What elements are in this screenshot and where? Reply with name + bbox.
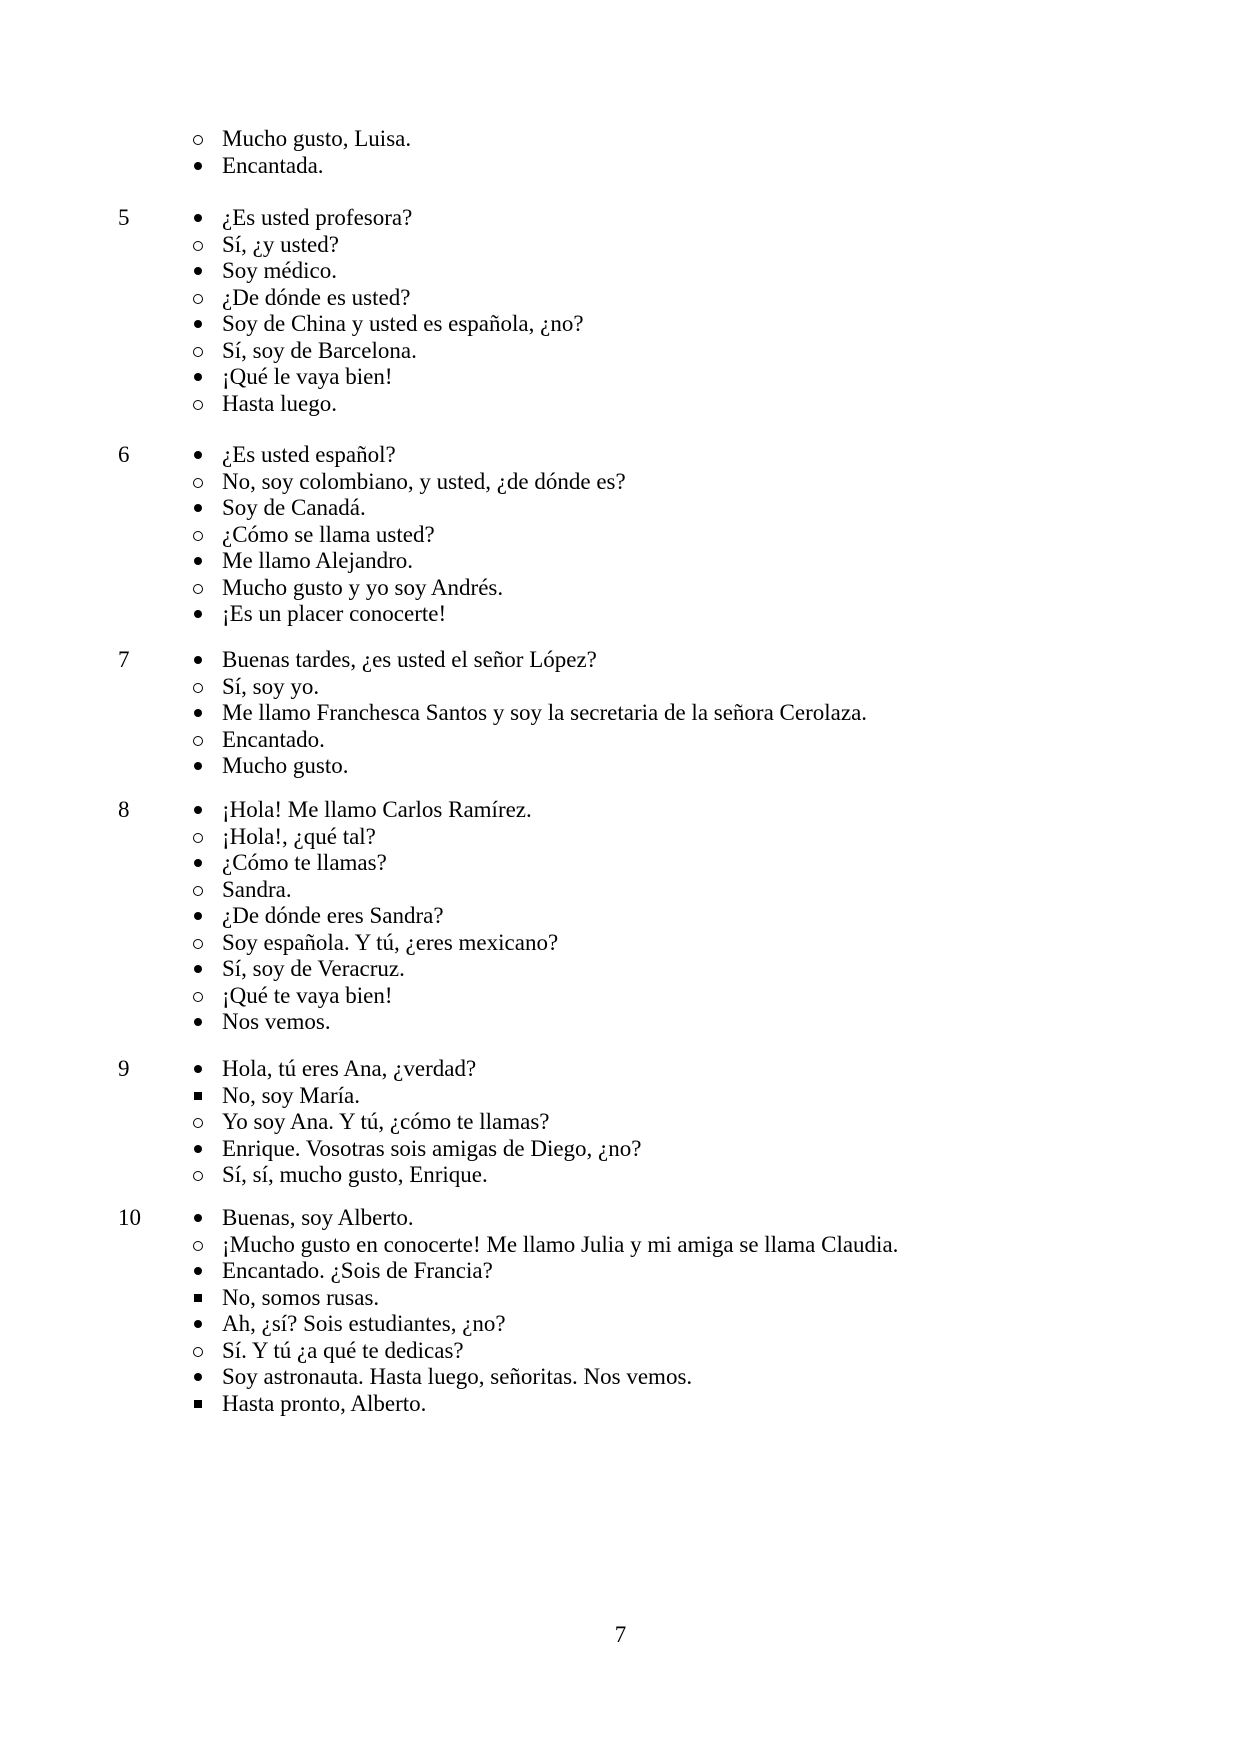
dialogue-line (0, 1203, 1241, 1233)
circle-bullet-icon (188, 672, 208, 702)
dialogue-text: ¡Hola!, ¿qué tal? (222, 823, 376, 849)
dialogue-line (0, 309, 1241, 339)
circle-bullet-icon (188, 520, 208, 550)
dot-bullet-icon (188, 1007, 208, 1037)
dialogue-text: Encantada. (222, 152, 324, 178)
circle-bullet-icon (188, 1336, 208, 1366)
circle-bullet-icon (188, 230, 208, 260)
dialogue-line (0, 1230, 1241, 1260)
dialogue-text: No, somos rusas. (222, 1284, 380, 1310)
dialogue-line (0, 1362, 1241, 1392)
dialogue-line (0, 362, 1241, 392)
dialogue-text: ¿Es usted español? (222, 442, 396, 467)
dot-bullet-icon (188, 1054, 208, 1084)
circle-bullet-icon (188, 573, 208, 603)
dialogue-text: ¡Qué te vaya bien! (222, 982, 393, 1008)
dialogue-number: 10 (118, 1205, 141, 1230)
square-bullet-icon (188, 1389, 208, 1419)
dialogue-text: Soy española. Y tú, ¿eres mexicano? (222, 929, 559, 955)
dialogue-line (0, 1309, 1241, 1339)
dialogue-line (0, 1336, 1241, 1366)
dot-bullet-icon (188, 954, 208, 984)
dialogue-text: Encantado. (222, 726, 325, 752)
dialogue-line (0, 1283, 1241, 1313)
dialogue-text: ¿De dónde eres Sandra? (222, 903, 444, 928)
dialogue-line (0, 283, 1241, 313)
dialogue-text: Sí. Y tú ¿a qué te dedicas? (222, 1337, 464, 1363)
dialogue-text: Yo soy Ana. Y tú, ¿cómo te llamas? (222, 1109, 550, 1134)
dot-bullet-icon (188, 1362, 208, 1392)
dot-bullet-icon (188, 795, 208, 825)
dialogue-line (0, 1054, 1241, 1084)
dialogue-line (0, 467, 1241, 497)
dialogue-text: ¿De dónde es usted? (222, 284, 411, 310)
dialogue-text: No, soy María. (222, 1082, 360, 1108)
dialogue-text: Sí, soy yo. (222, 673, 320, 699)
page-number: 7 (614, 1622, 627, 1647)
dialogue-line (0, 698, 1241, 728)
dialogue-text: Mucho gusto, Luisa. (222, 126, 412, 151)
dot-bullet-icon (188, 1256, 208, 1286)
dialogue-line (0, 822, 1241, 852)
dialogue-text: ¿Es usted profesora? (222, 205, 413, 230)
dot-bullet-icon (188, 599, 208, 629)
circle-bullet-icon (188, 389, 208, 419)
dialogue-text: Ah, ¿sí? Sois estudiantes, ¿no? (222, 1311, 506, 1336)
dialogue-line (0, 1081, 1241, 1111)
dialogue-line (0, 751, 1241, 781)
dialogue-line (0, 725, 1241, 755)
dialogue-line (0, 203, 1241, 233)
dialogue-line (0, 1107, 1241, 1137)
dialogue-text: No, soy colombiano, y usted, ¿de dónde es? (222, 468, 626, 494)
dialogue-text: Sí, ¿y usted? (222, 231, 339, 257)
dialogue-text: Sí, sí, mucho gusto, Enrique. (222, 1162, 488, 1187)
dot-bullet-icon (188, 1309, 208, 1339)
dialogue-text: ¡Es un placer conocerte! (222, 601, 447, 626)
dialogue-line (0, 599, 1241, 629)
dialogue-text: ¡Qué le vaya bien! (222, 364, 393, 389)
dialogue-text: Mucho gusto y yo soy Andrés. (222, 574, 504, 600)
circle-bullet-icon (188, 467, 208, 497)
dialogue-text: Encantado. ¿Sois de Francia? (222, 1258, 493, 1283)
dialogue-line (0, 645, 1241, 675)
dot-bullet-icon (188, 203, 208, 233)
dialogue-number: 8 (118, 797, 130, 822)
dialogue-line (0, 389, 1241, 419)
dialogue-line (0, 440, 1241, 470)
circle-bullet-icon (188, 1107, 208, 1137)
circle-bullet-icon (188, 1230, 208, 1260)
dialogue-line (0, 1007, 1241, 1037)
dialogue-text: Buenas, soy Alberto. (222, 1205, 414, 1230)
dialogue-text: ¡Hola! Me llamo Carlos Ramírez. (222, 797, 532, 822)
dialogue-text: Mucho gusto. (222, 753, 349, 778)
dot-bullet-icon (188, 751, 208, 781)
circle-bullet-icon (188, 283, 208, 313)
dialogue-text: ¡Mucho gusto en conocerte! Me llamo Julia y mi amiga se llama Claudia. (222, 1231, 899, 1257)
dialogue-text: Buenas tardes, ¿es usted el señor López? (222, 647, 597, 672)
dialogue-text: Sí, soy de Barcelona. (222, 337, 417, 363)
dot-bullet-icon (188, 151, 208, 181)
dialogue-number: 6 (118, 442, 130, 467)
square-bullet-icon (188, 1081, 208, 1111)
dialogue-line (0, 151, 1241, 181)
circle-bullet-icon (188, 822, 208, 852)
dialogue-line (0, 928, 1241, 958)
dialogue-text: ¿Cómo te llamas? (222, 850, 387, 875)
dialogue-number: 5 (118, 205, 130, 230)
dialogue-text: Soy médico. (222, 258, 337, 283)
dialogue-number: 9 (118, 1056, 130, 1081)
circle-bullet-icon (188, 1160, 208, 1190)
dot-bullet-icon (188, 362, 208, 392)
dialogue-line (0, 954, 1241, 984)
dialogue-line (0, 672, 1241, 702)
circle-bullet-icon (188, 124, 208, 154)
circle-bullet-icon (188, 875, 208, 905)
dot-bullet-icon (188, 546, 208, 576)
dialogue-line (0, 256, 1241, 286)
dialogue-line (0, 546, 1241, 576)
dot-bullet-icon (188, 493, 208, 523)
dialogue-line (0, 901, 1241, 931)
dialogue-text: Hasta pronto, Alberto. (222, 1390, 427, 1416)
dialogue-line (0, 493, 1241, 523)
dialogue-line (0, 981, 1241, 1011)
circle-bullet-icon (188, 336, 208, 366)
dot-bullet-icon (188, 309, 208, 339)
dot-bullet-icon (188, 901, 208, 931)
dialogue-number: 7 (118, 647, 130, 672)
dialogue-line (0, 336, 1241, 366)
dialogue-text: Me llamo Alejandro. (222, 548, 413, 573)
dialogue-text: Hasta luego. (222, 390, 337, 416)
dot-bullet-icon (188, 1134, 208, 1164)
dialogue-text: ¿Cómo se llama usted? (222, 521, 435, 547)
circle-bullet-icon (188, 725, 208, 755)
dialogue-line (0, 520, 1241, 550)
dialogue-line (0, 230, 1241, 260)
dialogue-text: Me llamo Franchesca Santos y soy la secretaria de la señora Cerolaza. (222, 700, 868, 725)
dialogue-line (0, 875, 1241, 905)
dialogue-line (0, 1389, 1241, 1419)
dot-bullet-icon (188, 848, 208, 878)
dialogue-text: Soy de China y usted es española, ¿no? (222, 311, 584, 336)
dialogue-text: Sandra. (222, 876, 292, 902)
dialogue-line (0, 1256, 1241, 1286)
dialogue-text: Sí, soy de Veracruz. (222, 956, 405, 981)
dot-bullet-icon (188, 440, 208, 470)
dialogue-line (0, 124, 1241, 154)
dialogue-text: Soy de Canadá. (222, 495, 366, 520)
dialogue-line (0, 1160, 1241, 1190)
dot-bullet-icon (188, 698, 208, 728)
circle-bullet-icon (188, 981, 208, 1011)
dot-bullet-icon (188, 256, 208, 286)
circle-bullet-icon (188, 928, 208, 958)
dialogue-text: Hola, tú eres Ana, ¿verdad? (222, 1056, 477, 1081)
square-bullet-icon (188, 1283, 208, 1313)
dialogue-text: Soy astronauta. Hasta luego, señoritas. Nos vemos. (222, 1364, 693, 1389)
dialogue-line (0, 795, 1241, 825)
dialogue-line (0, 1134, 1241, 1164)
dialogue-text: Enrique. Vosotras sois amigas de Diego, ¿no? (222, 1135, 642, 1161)
dialogue-line (0, 848, 1241, 878)
dialogue-line (0, 573, 1241, 603)
dot-bullet-icon (188, 645, 208, 675)
dot-bullet-icon (188, 1203, 208, 1233)
dialogue-text: Nos vemos. (222, 1009, 331, 1034)
